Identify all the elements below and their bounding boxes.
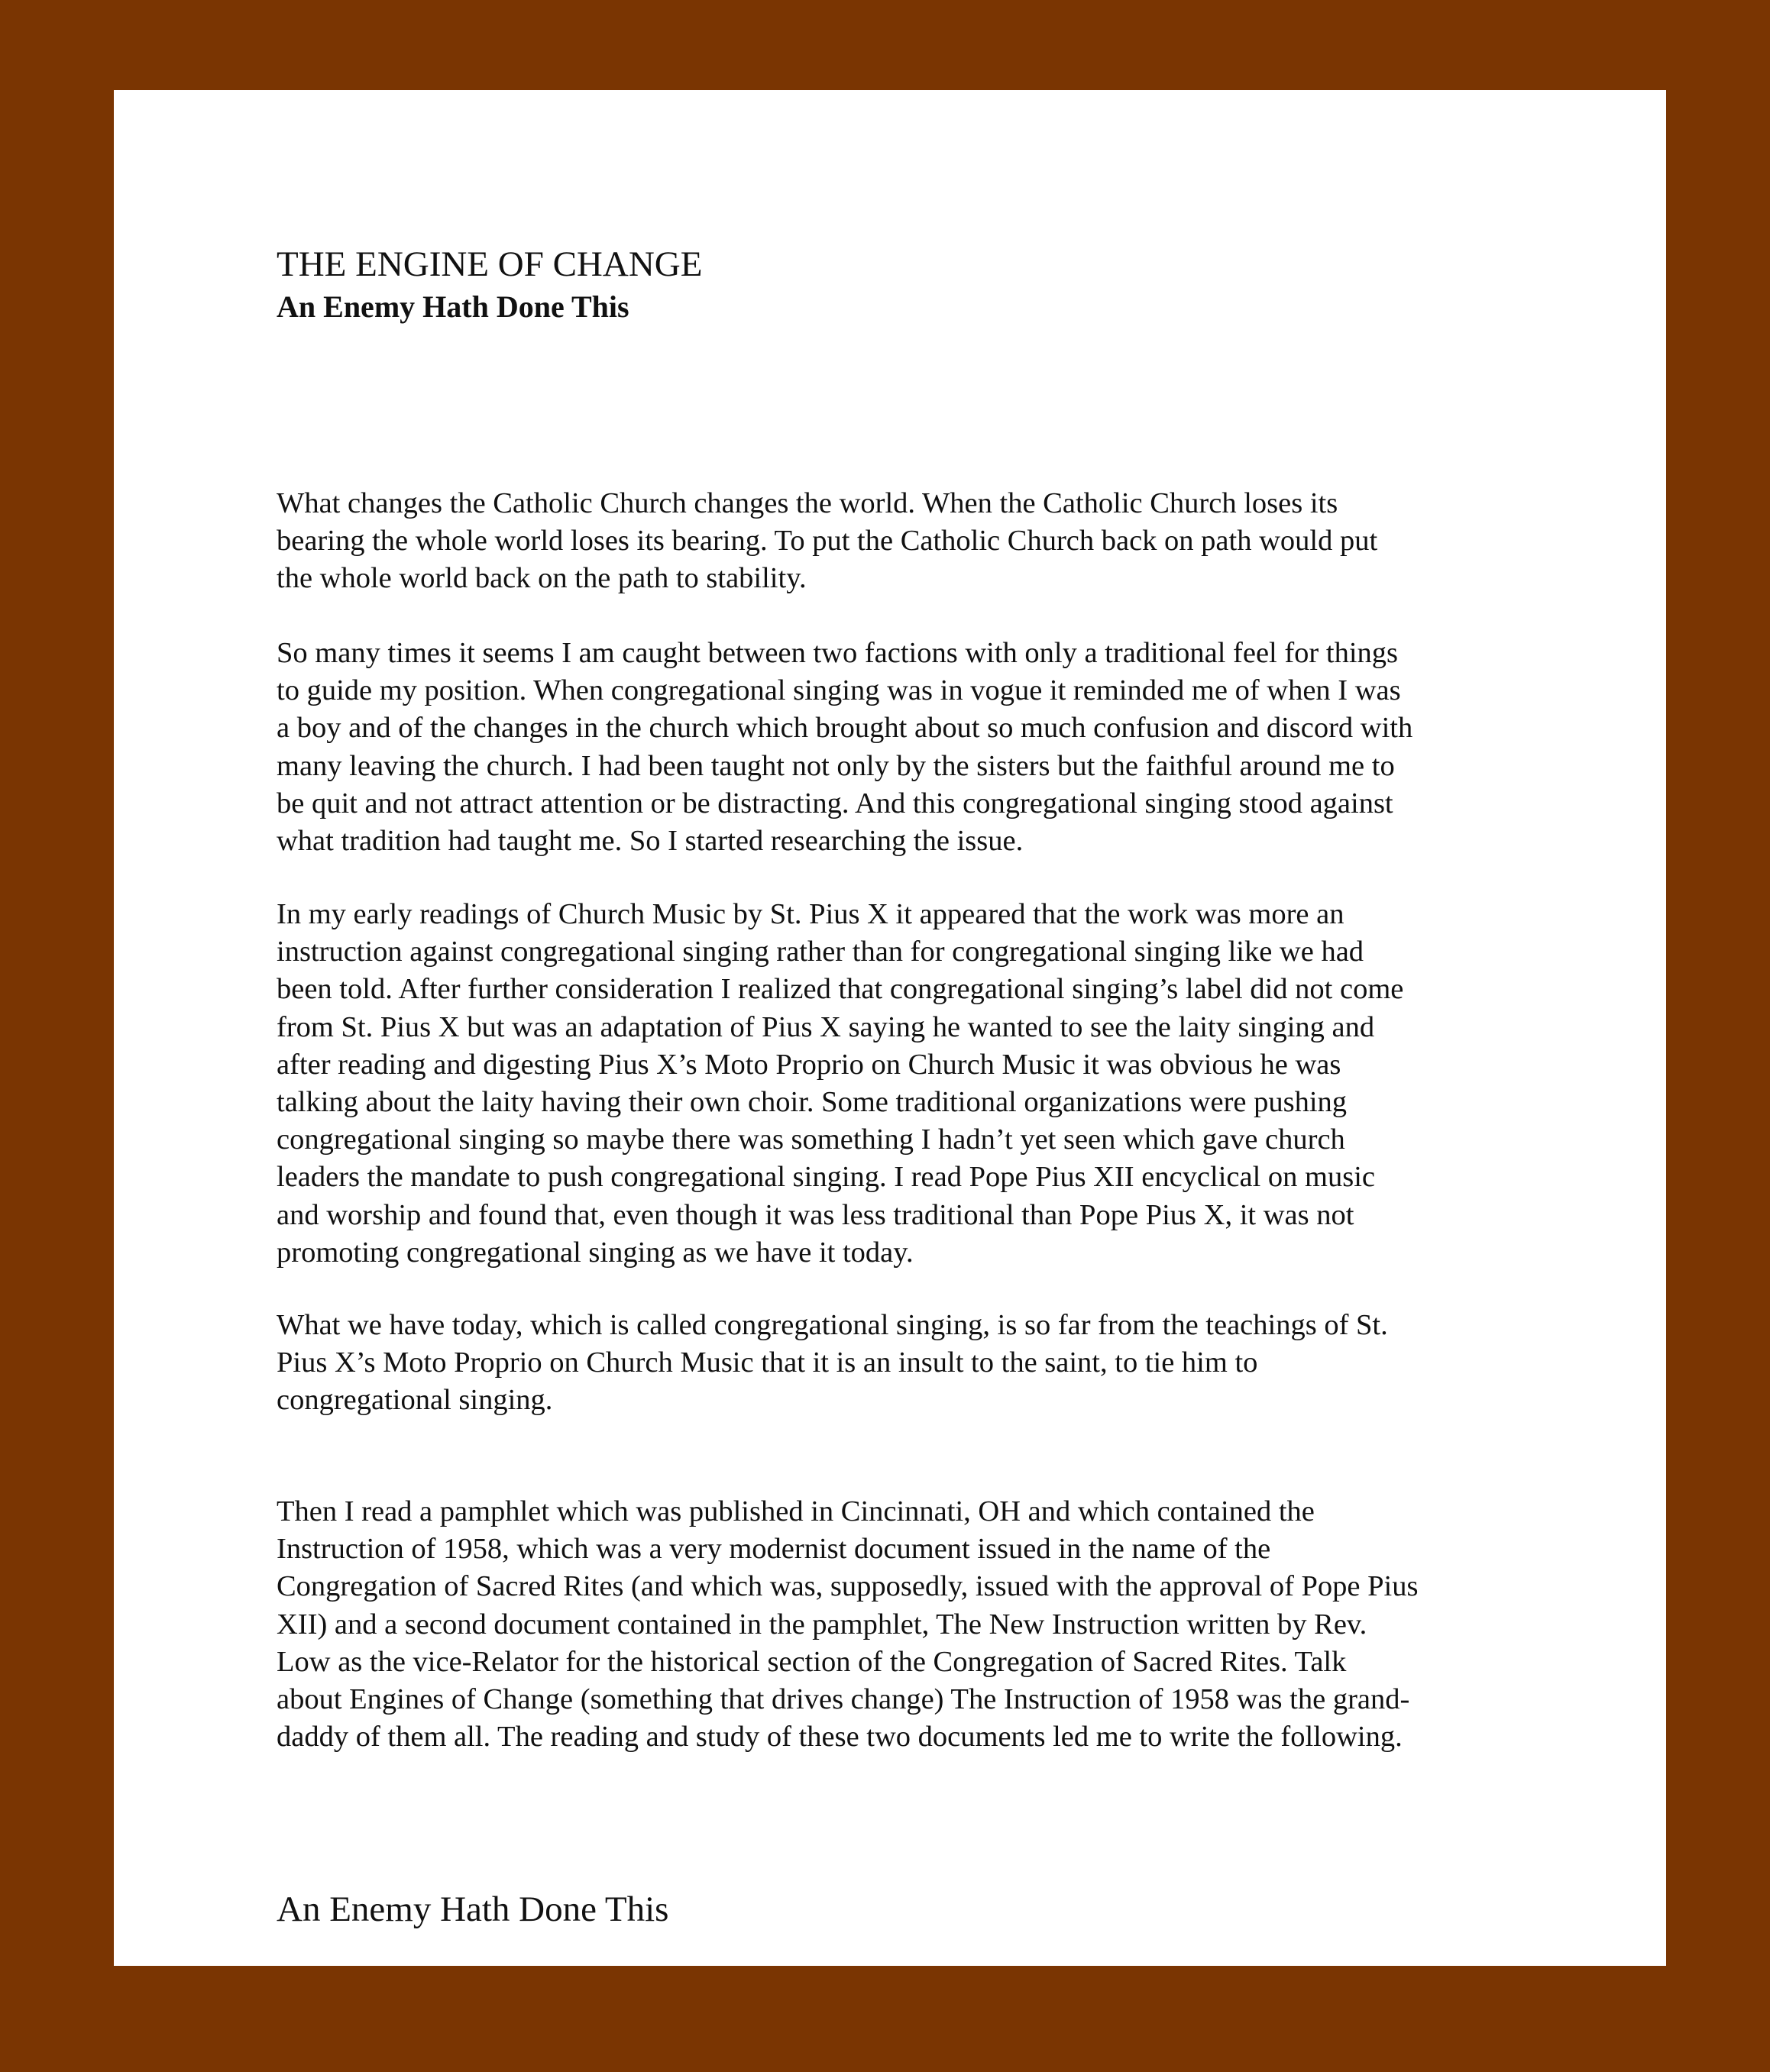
text-line: and worship and found that, even though it was less traditional than Pope Pius X, it was not bbox=[277, 1198, 1354, 1231]
text-line: In my early readings of Church Music by St. Pius X it appeared that the work was more an bbox=[277, 898, 1344, 930]
text-line: What changes the Catholic Church changes the world. When the Catholic Church loses its bbox=[277, 487, 1338, 519]
document-page bbox=[114, 90, 1666, 1966]
text-line: Pius X’s Moto Proprio on Church Music that it is an insult to the saint, to tie him to bbox=[277, 1346, 1258, 1379]
document-title: THE ENGINE OF CHANGE bbox=[277, 244, 703, 284]
page-footer-title: An Enemy Hath Done This bbox=[277, 1889, 669, 1929]
text-line: instruction against congregational singing rather than for congregational singing like we had bbox=[277, 936, 1364, 968]
text-line: congregational singing. bbox=[277, 1384, 553, 1417]
text-line: What we have today, which is called congregational singing, is so far from the teachings of St. bbox=[277, 1309, 1388, 1341]
text-line: a boy and of the changes in the church which brought about so much confusion and discord with bbox=[277, 712, 1413, 745]
text-line: many leaving the church. I had been taught not only by the sisters but the faithful around me to bbox=[277, 749, 1395, 782]
text-line: Instruction of 1958, which was a very modernist document issued in the name of the bbox=[277, 1533, 1271, 1566]
text-line: Then I read a pamphlet which was published in Cincinnati, OH and which contained the bbox=[277, 1495, 1315, 1527]
text-line: be quit and not attract attention or be distracting. And this congregational singing stood against bbox=[277, 787, 1393, 819]
text-line: promoting congregational singing as we have it today. bbox=[277, 1236, 914, 1269]
text-line: So many times it seems I am caught between two factions with only a traditional feel for things bbox=[277, 637, 1399, 669]
paragraph-3 bbox=[277, 896, 1403, 1272]
text-line: about Engines of Change (something that drives change) The Instruction of 1958 was the grand- bbox=[277, 1683, 1410, 1716]
text-line: been told. After further consideration I realized that congregational singing’s label did not come bbox=[277, 973, 1404, 1006]
text-line: Congregation of Sacred Rites (and which was, supposedly, issued with the approval of Pope Pius bbox=[277, 1570, 1419, 1603]
paragraph-1 bbox=[277, 485, 1377, 598]
text-line: the whole world back on the path to stability. bbox=[277, 562, 807, 595]
text-line: leaders the mandate to push congregational singing. I read Pope Pius XII encyclical on music bbox=[277, 1161, 1375, 1194]
paragraph-2 bbox=[277, 635, 1412, 860]
text-line: from St. Pius X but was an adaptation of Pius X saying he wanted to see the laity singing and bbox=[277, 1010, 1375, 1043]
paragraph-5 bbox=[277, 1493, 1419, 1756]
text-line: Low as the vice-Relator for the historical section of the Congregation of Sacred Rites. Talk bbox=[277, 1645, 1347, 1678]
text-line: XII) and a second document contained in the pamphlet, The New Instruction written by Rev. bbox=[277, 1608, 1367, 1640]
text-line: what tradition had taught me. So I started researching the issue. bbox=[277, 825, 1024, 858]
document-subtitle: An Enemy Hath Done This bbox=[277, 289, 629, 324]
text-line: bearing the whole world loses its bearing. To put the Catholic Church back on path would put bbox=[277, 525, 1378, 558]
text-line: after reading and digesting Pius X’s Moto Proprio on Church Music it was obvious he was bbox=[277, 1048, 1341, 1081]
text-line: to guide my position. When congregational singing was in vogue it reminded me of when I was bbox=[277, 674, 1401, 707]
text-line: talking about the laity having their own choir. Some traditional organizations were pushing bbox=[277, 1086, 1348, 1119]
text-line: daddy of them all. The reading and study of these two documents led me to write the following. bbox=[277, 1721, 1403, 1754]
text-line: congregational singing so maybe there was something I hadn’t yet seen which gave church bbox=[277, 1123, 1345, 1156]
paragraph-4 bbox=[277, 1307, 1388, 1420]
